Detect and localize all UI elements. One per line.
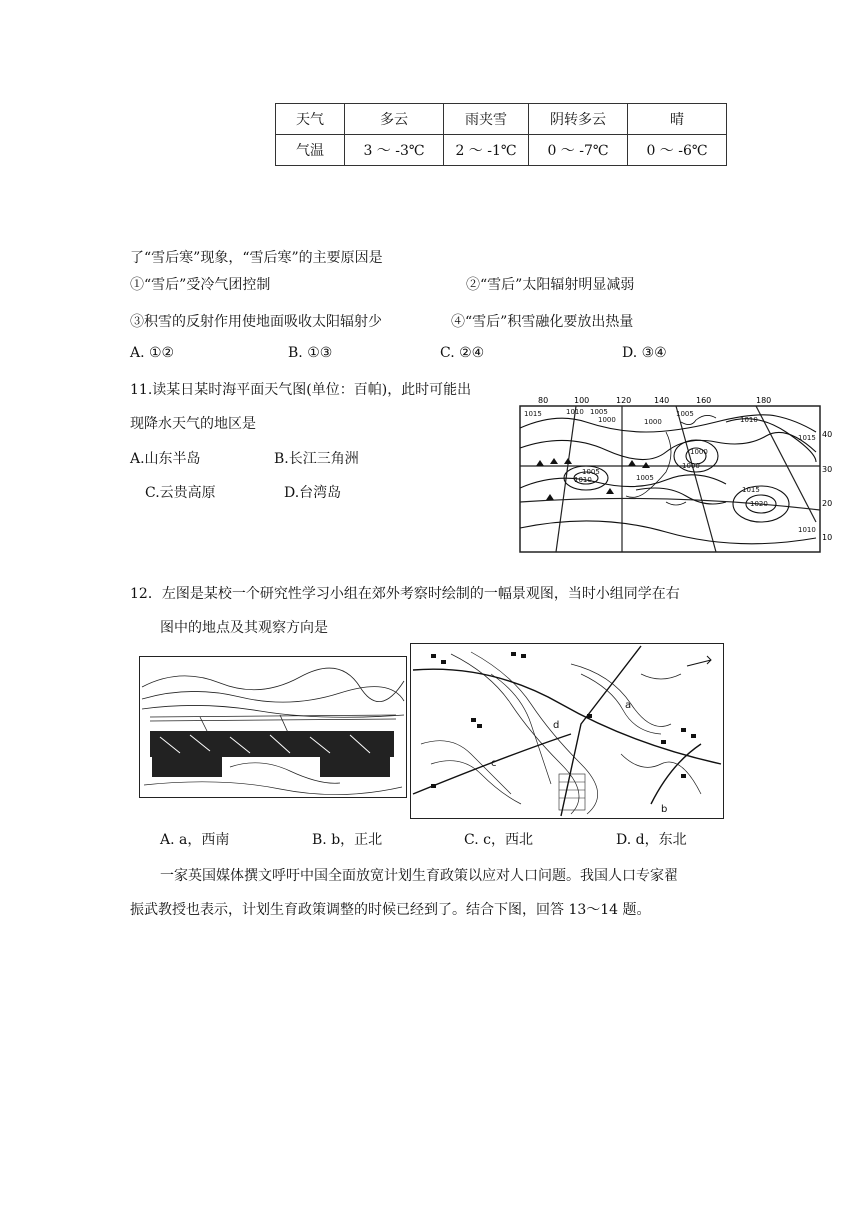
q10-choice-c: C. ②④: [440, 345, 485, 361]
lon-label: 160: [696, 396, 712, 405]
lat-label: 10: [822, 533, 833, 542]
lon-label: 140: [654, 396, 670, 405]
table-cell: 多云: [345, 104, 444, 135]
q11-choice-d: D.台湾岛: [284, 485, 342, 501]
lat-label: 30: [822, 465, 833, 474]
sea-level-pressure-map: [516, 392, 834, 556]
isobar-label: 1010: [740, 416, 758, 424]
q11-choice-a: A.山东半岛: [130, 451, 201, 467]
isobar-label: 1015: [798, 434, 816, 442]
isobar-label: 1010: [566, 408, 584, 416]
lon-label: 120: [616, 396, 632, 405]
landscape-sketch: [139, 656, 407, 798]
lat-label: 20: [822, 499, 833, 508]
isobar-label: 1000: [690, 448, 708, 456]
lat-label: 40: [822, 430, 833, 439]
table-cell: 阴转多云: [529, 104, 628, 135]
table-cell: 0 ～ -7℃: [529, 135, 628, 166]
isobar-label: 1020: [750, 500, 768, 508]
table-cell: 气温: [276, 135, 345, 166]
map-point-b: b: [661, 804, 668, 815]
q10-option-2: ②“雪后”太阳辐射明显减弱: [466, 277, 635, 293]
q10-option-3: ③积雪的反射作用使地面吸收太阳辐射少: [130, 314, 382, 330]
table-cell: 天气: [276, 104, 345, 135]
lon-label: 180: [756, 396, 772, 405]
isobar-label: 1000: [682, 462, 700, 470]
q11-stem-line2: 现降水天气的地区是: [130, 416, 256, 432]
q10-option-1: ①“雪后”受冷气团控制: [130, 277, 271, 293]
q11-choice-b: B.长江三角洲: [274, 451, 359, 467]
isobar-label: 1005: [636, 474, 654, 482]
q10-choice-a: A. ①②: [130, 345, 175, 361]
map-point-d: d: [553, 720, 560, 731]
q10-choice-b: B. ①③: [288, 345, 333, 361]
isobar-label: 1010: [798, 526, 816, 534]
q10-choice-d: D. ③④: [622, 345, 667, 361]
table-row: [276, 104, 727, 135]
lon-label: 80: [538, 396, 549, 405]
isobar-label: 1015: [742, 486, 760, 494]
q12-stem-line2: 图中的地点及其观察方向是: [160, 620, 328, 636]
topographic-map: [410, 643, 724, 819]
q12-choice-b: B. b，正北: [312, 832, 383, 848]
lon-label: 100: [574, 396, 590, 405]
table-cell: 晴: [628, 104, 727, 135]
isobar-label: 1005: [582, 468, 600, 476]
isobar-label: 1005: [590, 408, 608, 416]
table-cell: 0 ～ -6℃: [628, 135, 727, 166]
q10-option-4: ④“雪后”积雪融化要放出热量: [451, 314, 634, 330]
isobar-label: 1000: [644, 418, 662, 426]
map-point-a: a: [625, 700, 632, 711]
isobar-label: 1010: [574, 476, 592, 484]
table-row: [276, 135, 727, 166]
weather-table: [275, 103, 727, 166]
q10-stem: 了“雪后寒”现象，“雪后寒”的主要原因是: [130, 250, 383, 266]
isobar-label: 1015: [524, 410, 542, 418]
q11-stem-line1: 11.读某日某时海平面天气图(单位：百帕)，此时可能出: [130, 382, 472, 398]
q12-stem-line1: 12．左图是某校一个研究性学习小组在郊外考察时绘制的一幅景观图，当时小组同学在右: [130, 586, 680, 602]
q12-choice-c: C. c，西北: [464, 832, 533, 848]
passage-line-1: 一家英国媒体撰文呼吁中国全面放宽计划生育政策以应对人口问题。我国人口专家翟: [160, 868, 678, 884]
table-cell: 雨夹雪: [444, 104, 529, 135]
table-cell: 3 ～ -3℃: [345, 135, 444, 166]
table-cell: 2 ～ -1℃: [444, 135, 529, 166]
q11-choice-c: C.云贵高原: [145, 485, 216, 501]
q12-choice-d: D. d，东北: [616, 832, 687, 848]
map-point-c: c: [491, 758, 497, 769]
passage-line-2: 振武教授也表示，计划生育政策调整的时候已经到了。结合下图，回答 13～14 题。: [130, 902, 651, 918]
isobar-label: 1005: [676, 410, 694, 418]
q12-choice-a: A. a，西南: [160, 832, 230, 848]
north-arrow-icon: [687, 656, 711, 666]
isobar-label: 1000: [598, 416, 616, 424]
